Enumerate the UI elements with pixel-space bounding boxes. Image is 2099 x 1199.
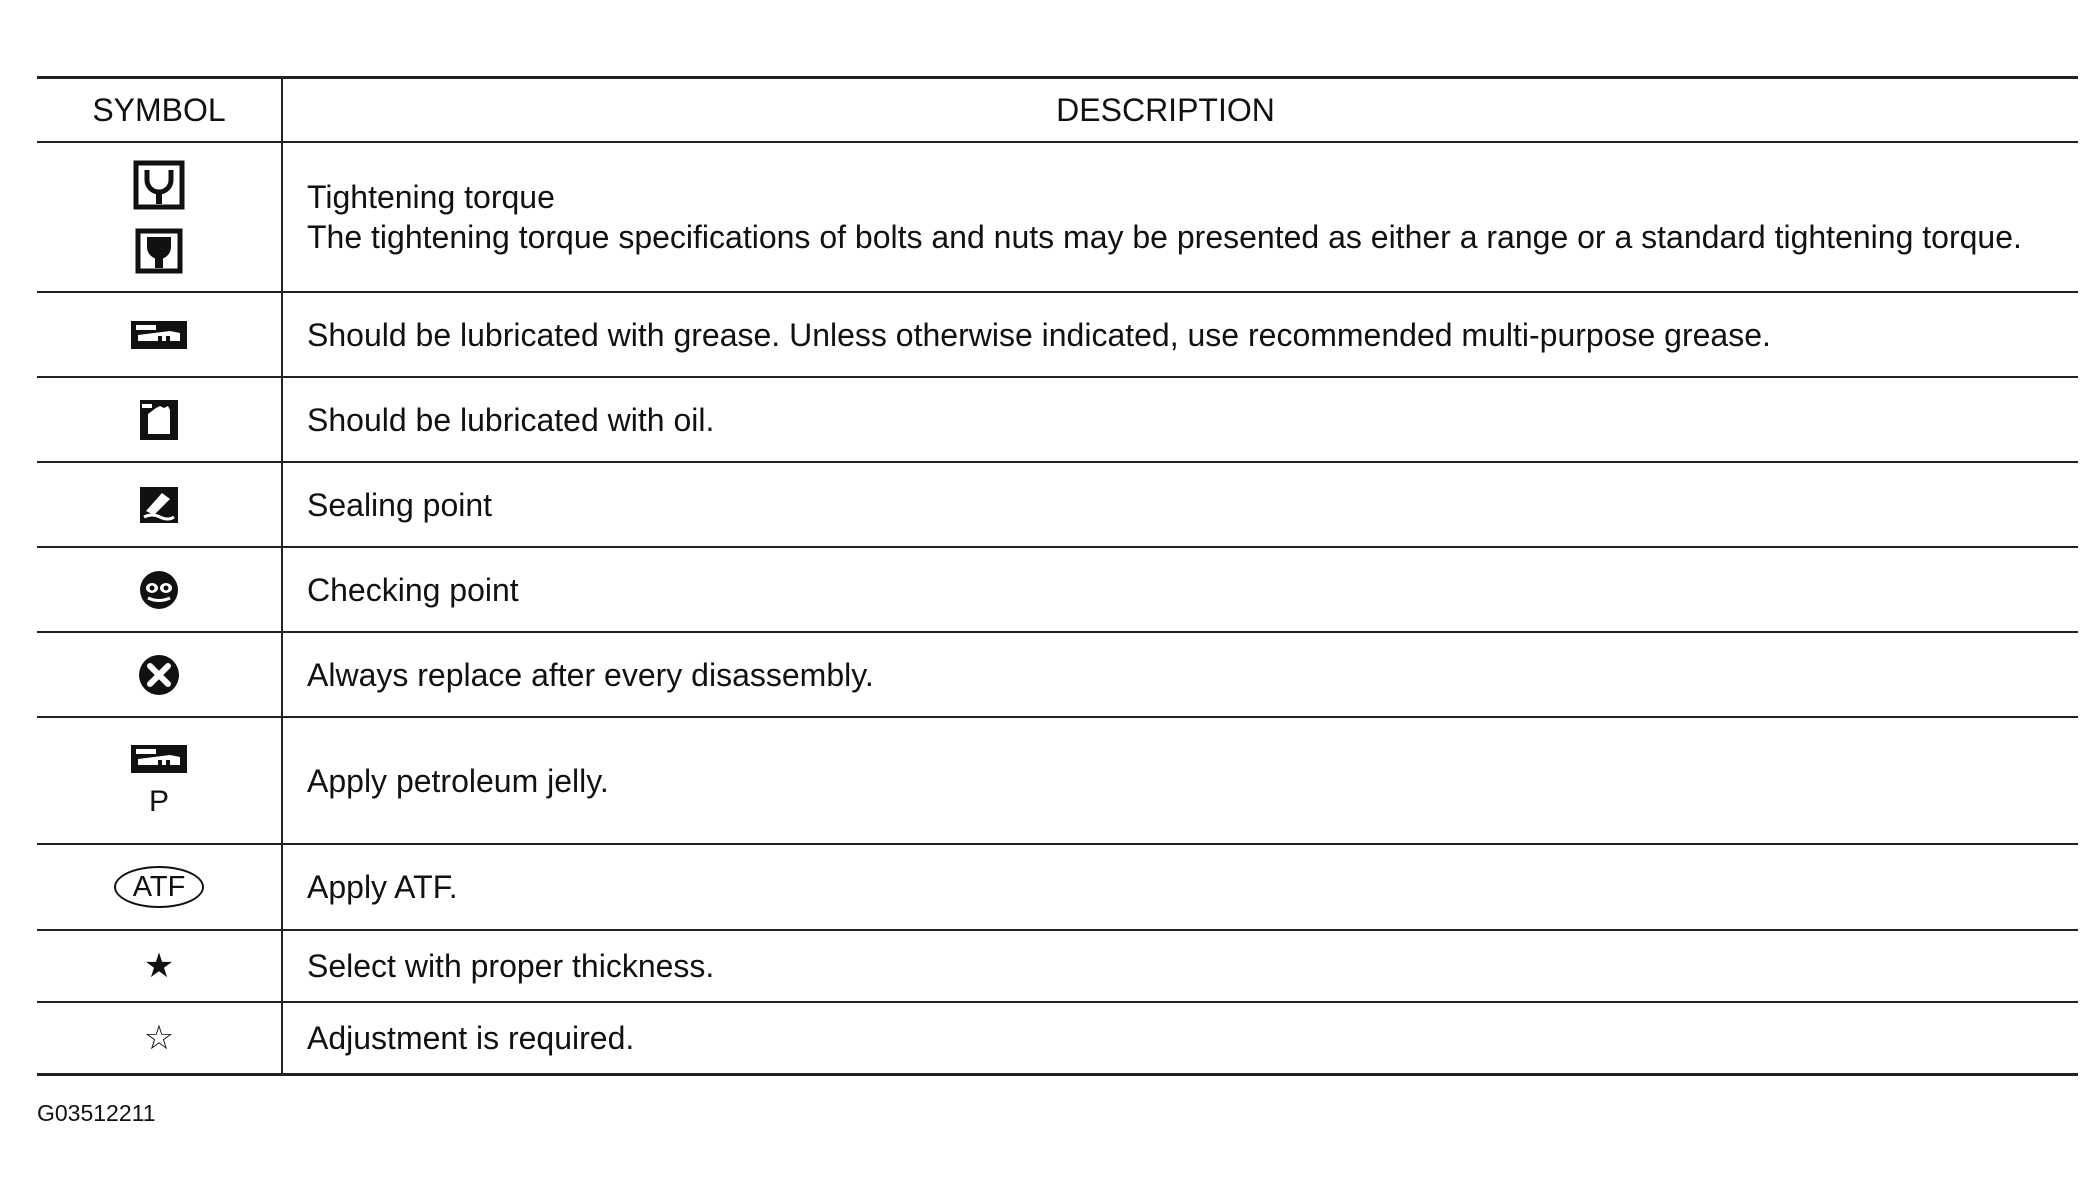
- row-description: Checking point: [307, 571, 519, 608]
- oil-can-icon: [138, 398, 180, 442]
- row-description: Apply ATF.: [307, 869, 458, 905]
- figure-caption: G03512211: [37, 1100, 156, 1126]
- symbol-column-header: SYMBOL: [37, 79, 283, 141]
- symbol-letter-p: P: [148, 784, 169, 818]
- sealing-point-icon: [138, 485, 180, 525]
- row-description: Always replace after every disassembly.: [307, 656, 874, 693]
- table-row: [37, 141, 2078, 291]
- table-row: [37, 843, 2078, 929]
- description-column-header: DESCRIPTION: [1056, 92, 1275, 128]
- table-row: [37, 1001, 2078, 1073]
- replace-x-icon: [137, 653, 181, 697]
- torque-range-icon: [133, 160, 185, 210]
- row-description: Apply petroleum jelly.: [307, 762, 609, 799]
- table-row: [37, 631, 2078, 716]
- symbol-table: [37, 76, 2078, 1076]
- checking-point-icon: [138, 569, 180, 611]
- row-description: Adjustment is required.: [307, 1020, 635, 1056]
- table-row: [37, 546, 2078, 631]
- row-title: Tightening torque: [307, 179, 555, 215]
- table-row: [37, 376, 2078, 461]
- table-row: [37, 929, 2078, 1001]
- torque-standard-icon: [135, 228, 183, 274]
- outline-star-icon: ☆: [143, 1019, 175, 1057]
- grease-icon: [130, 319, 188, 351]
- table-row: [37, 291, 2078, 376]
- row-description: Should be lubricated with grease. Unless otherwise indicated, use recommended multi-purpose grease.: [307, 316, 1771, 353]
- atf-label: ATF: [132, 870, 186, 903]
- row-description: Select with proper thickness.: [307, 948, 715, 984]
- table-row: [37, 461, 2078, 546]
- table-header-row: [37, 79, 2078, 141]
- table-row: [37, 716, 2078, 843]
- grease-icon: [130, 743, 188, 775]
- atf-symbol: [114, 866, 204, 908]
- row-description: Sealing point: [307, 486, 493, 523]
- row-description: The tightening torque specifications of bolts and nuts may be presented as either a range or a standard tightening torque.: [307, 219, 2022, 255]
- solid-star-icon: ★: [143, 947, 175, 985]
- row-description: Should be lubricated with oil.: [307, 401, 715, 438]
